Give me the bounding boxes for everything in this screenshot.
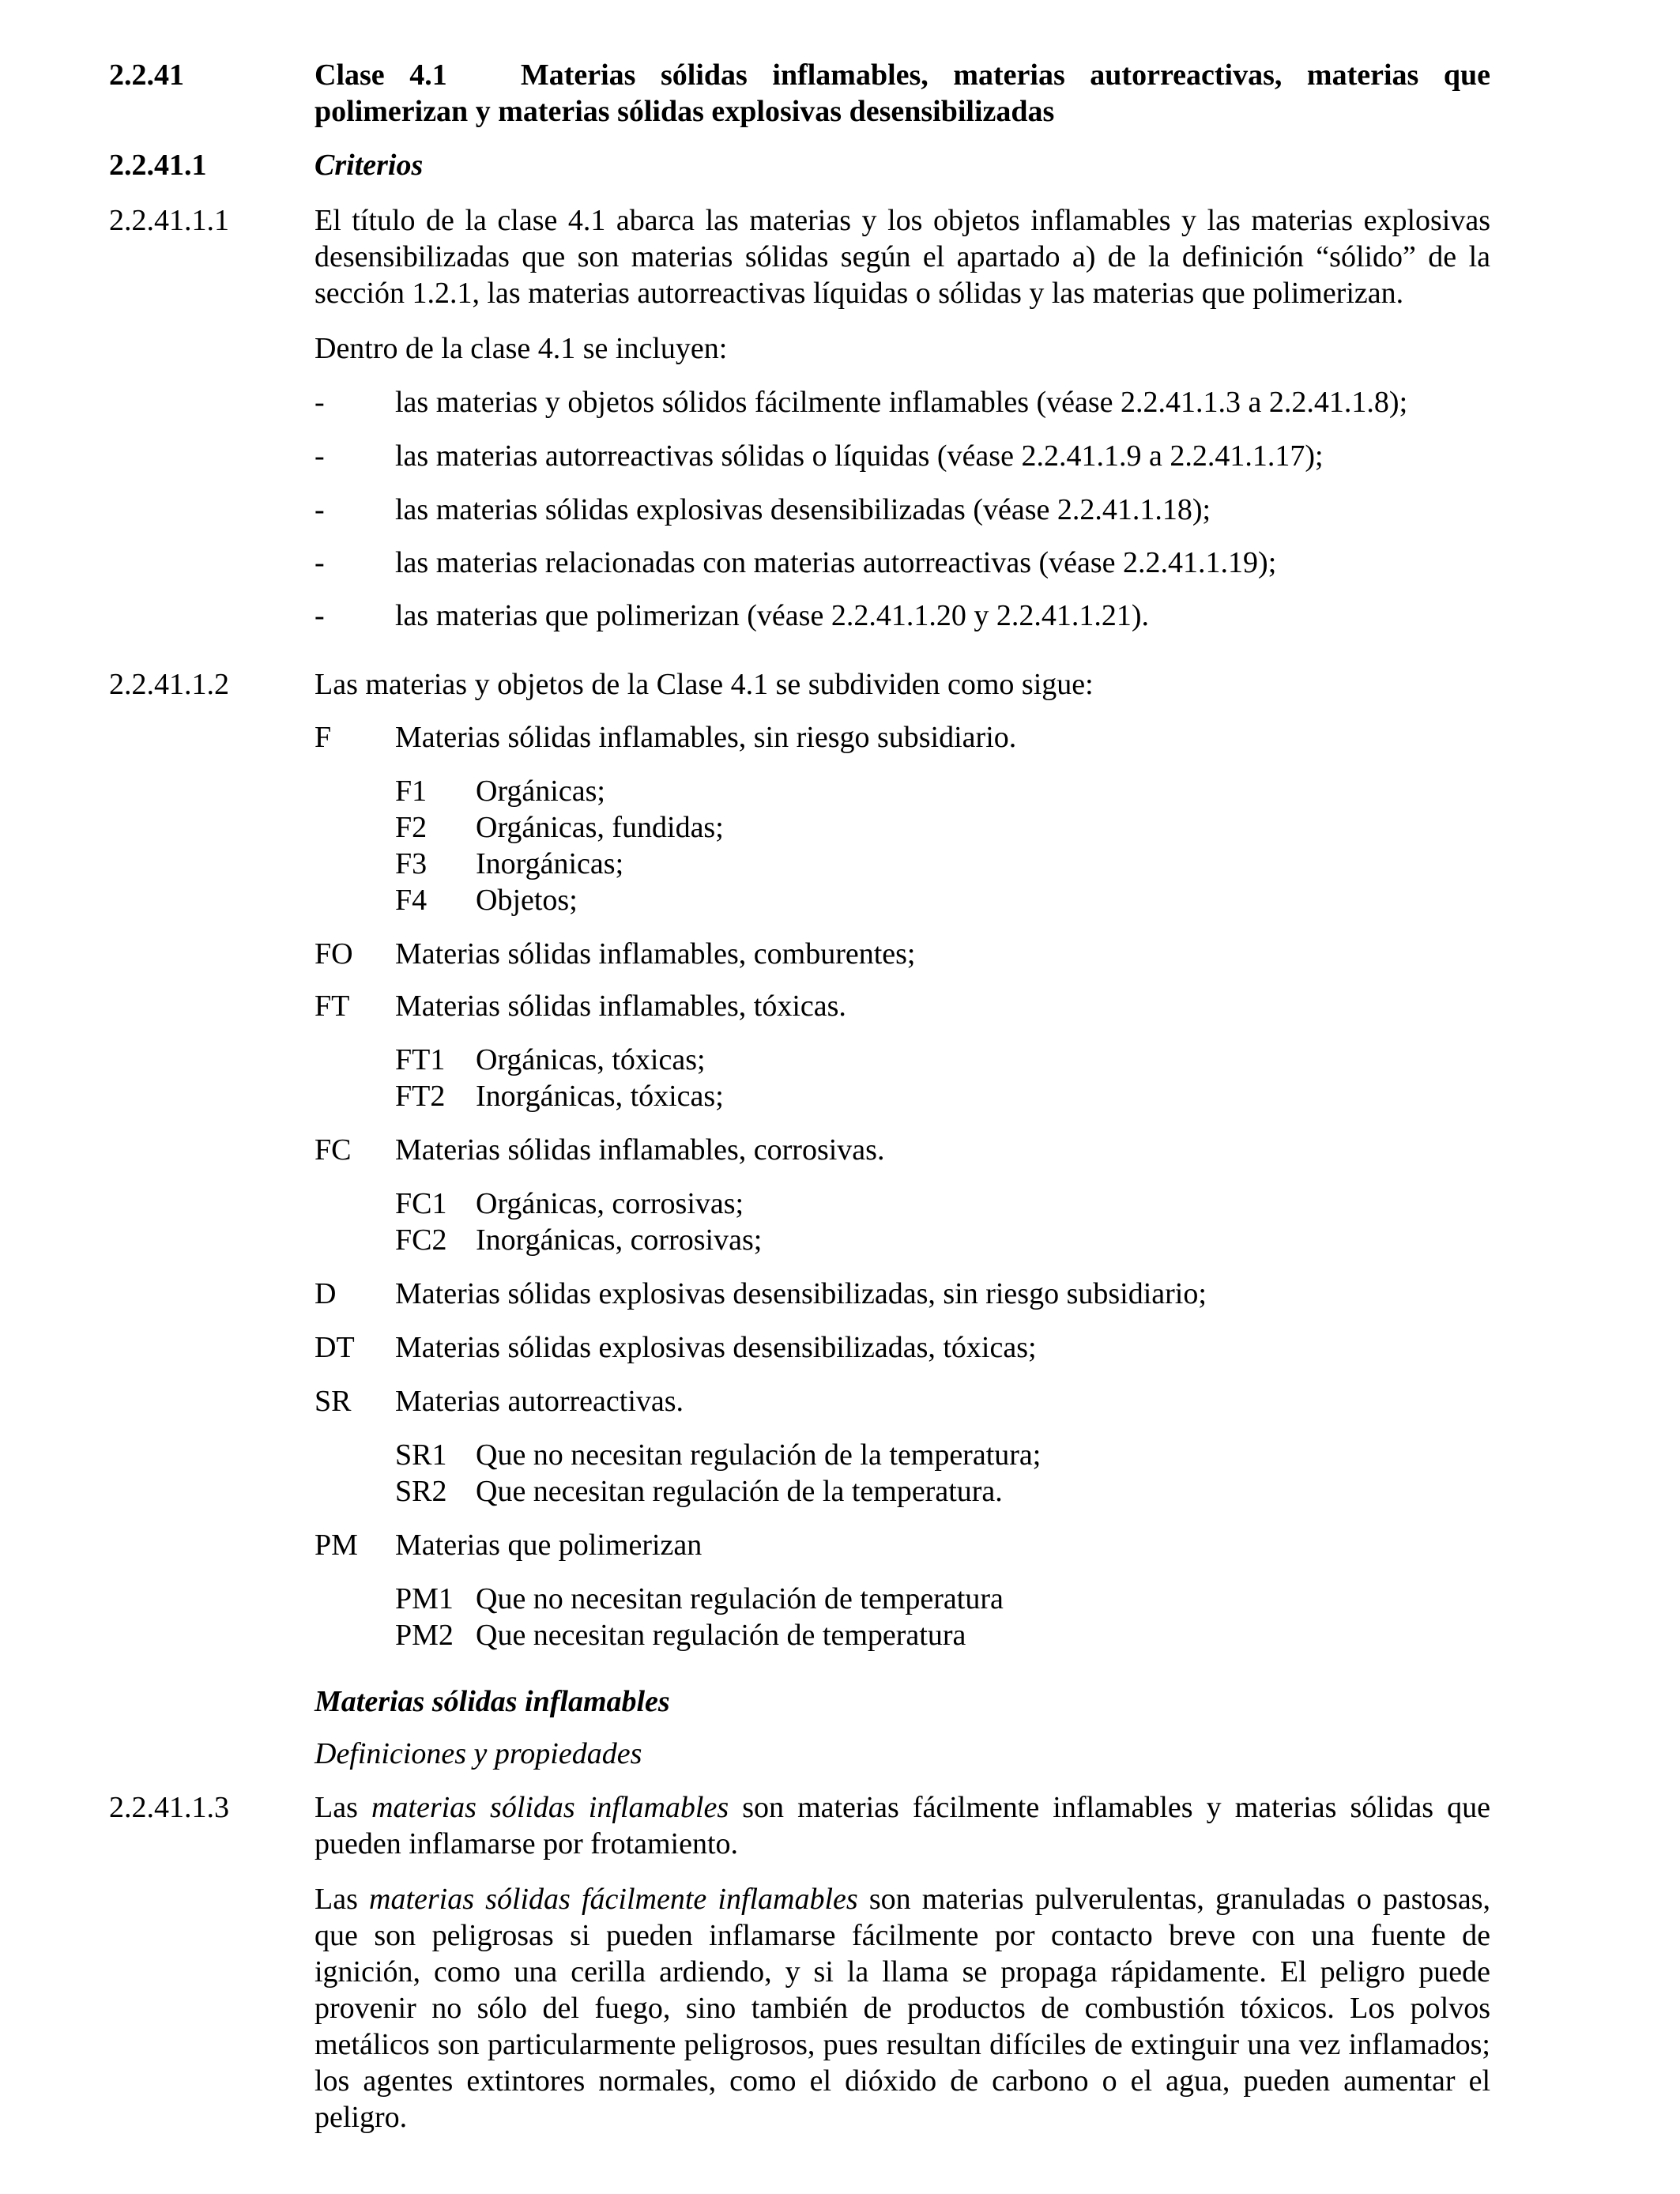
division-label: Materias autorreactivas.	[395, 1385, 684, 1418]
subdivision-code: F3	[395, 847, 428, 880]
paragraph-2-2-41-1-3-b	[315, 1881, 1490, 2136]
list-dash: -	[315, 599, 325, 632]
paragraph-2-2-41-1-1-intro: Dentro de la clase 4.1 se incluyen:	[315, 332, 728, 365]
division-code: FO	[315, 937, 353, 971]
subdivision-label: Orgánicas;	[476, 775, 605, 808]
paragraph-2-2-41-1-1-text: El título de la clase 4.1 abarca las materias y los objetos inflamables y las materias explosivas desensibilizadas que son materias sólidas según el apartado a) de la definición “sólido” de la sección 1.2.1, las materias autorreactivas líquidas o sólidas y las materias que polimerizan.	[315, 204, 1490, 310]
division-code: D	[315, 1277, 337, 1310]
list-item: las materias que polimerizan (véase 2.2.41.1.20 y 2.2.41.1.21).	[395, 599, 1149, 632]
flammable-heading: Materias sólidas inflamables	[315, 1685, 670, 1718]
section-title-line2: polimerizan y materias sólidas explosivas desensibilizadas	[315, 95, 1055, 128]
division-code: SR	[315, 1385, 352, 1418]
list-item: las materias autorreactivas sólidas o líquidas (véase 2.2.41.1.9 a 2.2.41.1.17);	[395, 439, 1324, 473]
paragraph-number-2-2-41-1-2: 2.2.41.1.2	[109, 668, 229, 701]
subdivision-label: Inorgánicas, corrosivas;	[476, 1223, 763, 1257]
division-label: Materias sólidas inflamables, sin riesgo subsidiario.	[395, 721, 1017, 754]
paragraph-a-pre: Las	[315, 1791, 371, 1824]
section-title-text: Materias sólidas inflamables, materias autorreactivas, materias que	[520, 58, 1490, 92]
subdivision-label: Que no necesitan regulación de temperatura	[476, 1582, 1004, 1615]
subdivision-code: F1	[395, 775, 428, 808]
criteria-title: Criterios	[315, 149, 424, 182]
subdivision-code: FC1	[395, 1187, 447, 1220]
list-dash: -	[315, 439, 325, 473]
paragraph-b-post: son materias pulverulentas, granuladas o pastosas, que son peligrosas si pueden inflamarse fácilmente por contacto breve con una fuente de ignición, como una cerilla ardiendo, y si la llama se propaga rápidamente. El peligro puede provenir no sólo del fuego, sino también de productos de combustión tóxicos. Los polvos metálicos son particularmente peligrosos, pues resultan difíciles de extinguir una vez inflamados; los agentes extintores normales, como el dióxido de carbono o el agua, pueden aumentar el peligro.	[315, 1883, 1491, 2134]
paragraph-b-pre: Las	[315, 1883, 370, 1916]
flammable-subheading: Definiciones y propiedades	[315, 1737, 642, 1770]
division-code: F	[315, 721, 332, 754]
subdivision-code: FT2	[395, 1080, 446, 1113]
division-label: Materias sólidas inflamables, tóxicas.	[395, 990, 846, 1023]
division-code: FC	[315, 1133, 352, 1167]
list-item: las materias relacionadas con materias autorreactivas (véase 2.2.41.1.19);	[395, 546, 1277, 579]
term-flammable-solids: materias sólidas inflamables	[371, 1791, 729, 1824]
section-class-label: Clase 4.1	[315, 58, 447, 92]
division-label: Materias sólidas inflamables, comburentes;	[395, 937, 916, 971]
subdivision-label: Inorgánicas, tóxicas;	[476, 1080, 724, 1113]
paragraph-2-2-41-1-3-a	[315, 1789, 1490, 1862]
term-readily-flammable-solids: materias sólidas fácilmente inflamables	[369, 1883, 858, 1916]
division-label: Materias sólidas explosivas desensibilizadas, tóxicas;	[395, 1331, 1037, 1364]
subdivision-label: Inorgánicas;	[476, 847, 624, 880]
subdivision-code: SR1	[395, 1438, 447, 1472]
paragraph-number-2-2-41-1-1: 2.2.41.1.1	[109, 204, 229, 237]
subdivision-label: Orgánicas, tóxicas;	[476, 1043, 706, 1076]
subdivision-code: PM2	[395, 1619, 454, 1652]
division-label: Materias sólidas explosivas desensibilizadas, sin riesgo subsidiario;	[395, 1277, 1207, 1310]
paragraph-a-post: son materias fácilmente inflamables y materias sólidas que pueden inflamarse por frotamiento.	[315, 1791, 1490, 1860]
list-item: las materias y objetos sólidos fácilmente inflamables (véase 2.2.41.1.3 a 2.2.41.1.8);	[395, 386, 1408, 419]
division-code: FT	[315, 990, 350, 1023]
list-dash: -	[315, 493, 325, 526]
subdivision-label: Objetos;	[476, 884, 578, 917]
subdivision-code: FC2	[395, 1223, 447, 1257]
list-dash: -	[315, 386, 325, 419]
criteria-number: 2.2.41.1	[109, 149, 207, 182]
division-label: Materias que polimerizan	[395, 1529, 703, 1562]
subdivision-label: Que necesitan regulación de temperatura	[476, 1619, 966, 1652]
division-code: DT	[315, 1331, 355, 1364]
section-title-line1	[315, 57, 1490, 93]
subdivision-code: PM1	[395, 1582, 454, 1615]
subdivision-code: F2	[395, 811, 428, 844]
subdivision-label: Que no necesitan regulación de la temperatura;	[476, 1438, 1042, 1472]
list-dash: -	[315, 546, 325, 579]
paragraph-2-2-41-1-2-intro: Las materias y objetos de la Clase 4.1 se subdividen como sigue:	[315, 668, 1094, 701]
subdivision-code: FT1	[395, 1043, 446, 1076]
subdivision-label: Que necesitan regulación de la temperatura.	[476, 1475, 1003, 1508]
list-item: las materias sólidas explosivas desensibilizadas (véase 2.2.41.1.18);	[395, 493, 1211, 526]
paragraph-number-2-2-41-1-3: 2.2.41.1.3	[109, 1791, 229, 1824]
section-number: 2.2.41	[109, 58, 184, 92]
subdivision-code: F4	[395, 884, 428, 917]
division-label: Materias sólidas inflamables, corrosivas.	[395, 1133, 885, 1167]
subdivision-label: Orgánicas, fundidas;	[476, 811, 724, 844]
division-code: PM	[315, 1529, 358, 1562]
subdivision-code: SR2	[395, 1475, 447, 1508]
subdivision-label: Orgánicas, corrosivas;	[476, 1187, 744, 1220]
